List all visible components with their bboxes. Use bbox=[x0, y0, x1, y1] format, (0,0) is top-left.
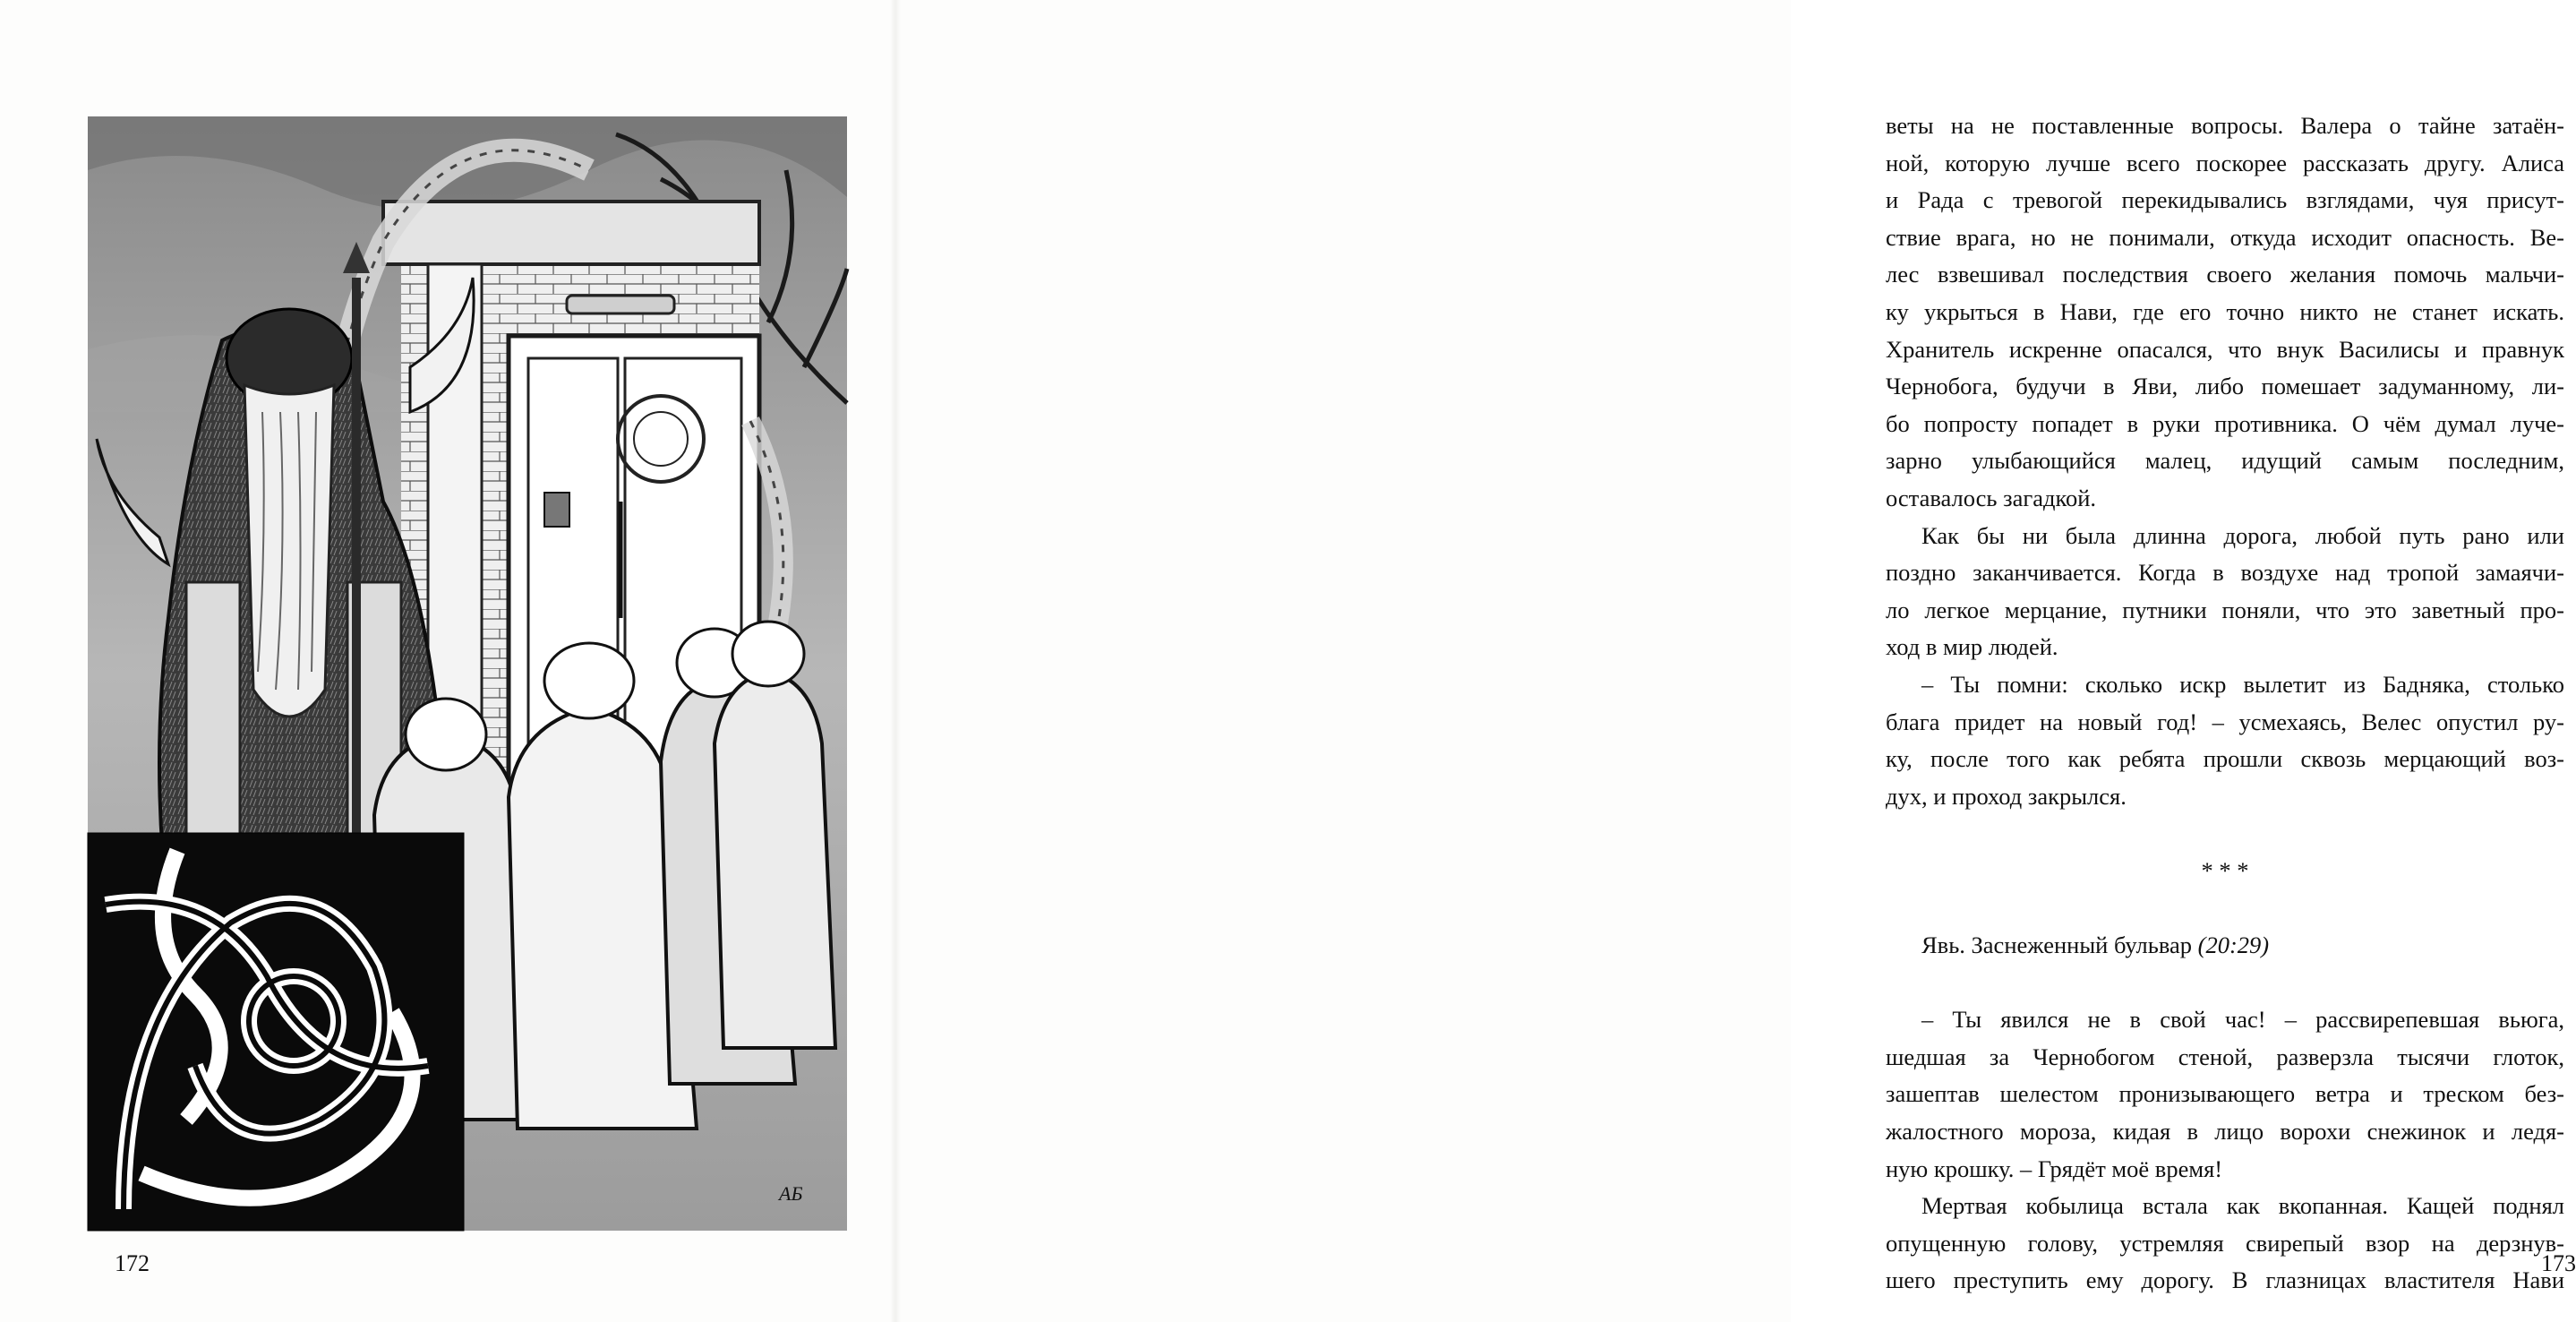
paragraph-1 bbox=[1886, 107, 2564, 518]
text-line: оставалось загадкой. bbox=[1886, 484, 2097, 511]
section-heading bbox=[1886, 927, 2564, 965]
paragraph-2 bbox=[1886, 518, 2564, 666]
text-line: Хранитель искренне опасался, что внук Василисы и правнук bbox=[1886, 335, 2564, 363]
artist-signature: АБ bbox=[779, 1182, 803, 1205]
text-line: ствие врага, но не понимали, откуда исходит опасность. Ве- bbox=[1886, 223, 2564, 251]
heading-time: (20:29) bbox=[2197, 931, 2270, 959]
right-page bbox=[895, 0, 2576, 1322]
heading-place: Явь. Заснеженный бульвар bbox=[1921, 931, 2193, 959]
text-line: Как бы ни была длинна дорога, любой путь рано или bbox=[1921, 521, 2564, 549]
text-line: блага придет на новый год! – усмехаясь, Велес опустил ру- bbox=[1886, 708, 2564, 735]
page-number-left: 172 bbox=[115, 1250, 150, 1276]
illustration bbox=[88, 116, 847, 1231]
paragraph-3 bbox=[1886, 666, 2564, 815]
door-lintel bbox=[383, 202, 759, 264]
text-line: и Рада с тревогой перекидывались взглядами, чуя присут- bbox=[1886, 186, 2564, 214]
text-line: шедшая за Чернобогом стеной, разверзла тысячи глоток, bbox=[1886, 1043, 2564, 1070]
text-line: жалостного мороза, кидая в лицо ворохи снежинок и ледя- bbox=[1886, 1118, 2564, 1146]
celtic-knot-ornament bbox=[88, 833, 464, 1231]
text-line: опущенную голову, устремляя свирепый взор на дерзнув- bbox=[1886, 1229, 2564, 1257]
text-line: поздно заканчивается. Когда в воздухе над тропой замаячи- bbox=[1886, 559, 2564, 587]
paragraph-4 bbox=[1886, 1001, 2564, 1188]
text-line: ной, которую лучше всего поскорее рассказать другу. Алиса bbox=[1886, 149, 2564, 176]
text-line: ло легкое мерцание, путники поняли, что это заветный про- bbox=[1886, 596, 2564, 623]
page-number-right: 173 bbox=[2541, 1250, 2576, 1276]
text-line: ку укрыться в Нави, где его точно никто не станет искать. bbox=[1886, 297, 2564, 325]
text-line: ную крошку. – Грядёт моё время! bbox=[1886, 1155, 2223, 1182]
section-separator: * * * bbox=[2201, 856, 2249, 884]
text-line: – Ты помни: сколько искр вылетит из Бадняка, столько bbox=[1921, 670, 2564, 698]
left-page bbox=[0, 0, 895, 1322]
text-line: ку, после того как ребята прошли сквозь мерцающий воз- bbox=[1886, 745, 2564, 773]
text-line: ход в мир людей. bbox=[1886, 633, 2058, 661]
paragraph-5 bbox=[1886, 1188, 2564, 1300]
text-line: Чернобога, будучи в Яви, либо помешает задуманному, ли- bbox=[1886, 373, 2564, 400]
text-line: – Ты явился не в свой час! – рассвирепевшая вьюга, bbox=[1921, 1006, 2564, 1034]
illustration-drawing bbox=[88, 116, 847, 1231]
text-line: веты на не поставленные вопросы. Валера о тайне затаён- bbox=[1886, 112, 2564, 139]
text-line: шего преступить ему дорогу. В глазницах властителя Нави bbox=[1886, 1266, 2564, 1294]
text-line: дух, и проход закрылся. bbox=[1886, 782, 2127, 810]
text-line: бо попросту попадет в руки противника. О чём думал луче- bbox=[1886, 409, 2564, 437]
body-text bbox=[1886, 107, 2564, 1300]
text-line: Мертвая кобылица встала как вкопанная. Кащей поднял bbox=[1921, 1192, 2564, 1220]
text-line: зашептав шелестом пронизывающего ветра и треском без- bbox=[1886, 1080, 2564, 1108]
text-line: лес взвешивал последствия своего желания помочь мальчи- bbox=[1886, 261, 2564, 288]
text-line: зарно улыбающийся малец, идущий самым последним, bbox=[1886, 447, 2564, 475]
